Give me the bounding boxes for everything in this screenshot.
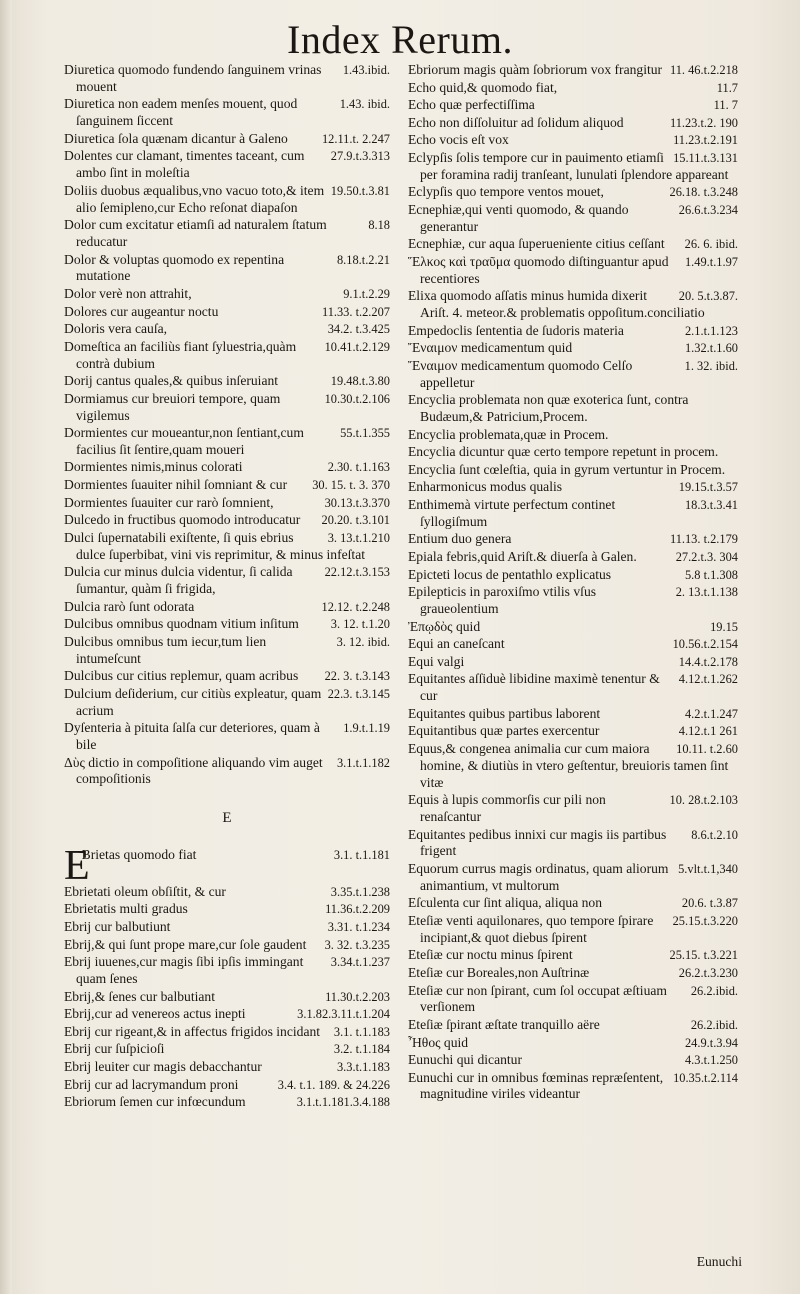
entry-reference: 2.30. t.1.163 bbox=[327, 460, 390, 475]
index-entry bbox=[408, 584, 738, 618]
entry-reference: 3. 12. t.1.20 bbox=[330, 617, 390, 632]
entry-reference: 30.13.t.3.370 bbox=[324, 495, 390, 510]
entry-text: Domeſtica an faciliùs fiant ſyluestria,quàm contrà dubium bbox=[64, 338, 297, 371]
index-entry bbox=[64, 937, 390, 954]
entry-reference: 3.4. t.1. 189. & 24.226 bbox=[277, 1077, 390, 1092]
index-entry bbox=[64, 495, 390, 512]
entry-text: Ecnephiæ,qui venti quomodo, & quando generantur bbox=[408, 201, 629, 234]
entry-reference: 1.9.t.1.19 bbox=[343, 721, 390, 736]
entry-reference: 55.t.1.355 bbox=[340, 426, 390, 441]
index-entry bbox=[64, 321, 390, 338]
entry-reference: 2. 13.t.1.138 bbox=[675, 585, 738, 600]
entry-reference: 26.6.t.3.234 bbox=[678, 202, 738, 217]
index-entry bbox=[64, 183, 390, 217]
entry-reference: 11.7 bbox=[716, 80, 738, 95]
entry-text: Echo vocis eſt vox bbox=[408, 132, 509, 148]
index-entry bbox=[64, 339, 390, 373]
index-entry bbox=[408, 115, 738, 132]
index-entry bbox=[64, 564, 390, 598]
entry-text: Encyclia dicuntur quæ certo tempore repetunt in procem. bbox=[408, 444, 719, 460]
entry-reference: 3.31. t.1.234 bbox=[327, 919, 390, 934]
entry-reference: 26.2.ibid. bbox=[690, 983, 738, 998]
index-entry bbox=[408, 965, 738, 982]
entry-reference: 3. 32. t.3.235 bbox=[324, 937, 390, 952]
index-entry bbox=[408, 567, 738, 584]
index-entry bbox=[408, 150, 738, 184]
index-entry bbox=[408, 654, 738, 671]
entry-reference: 34.2. t.3.425 bbox=[327, 322, 390, 337]
index-entry bbox=[64, 919, 390, 936]
index-entry bbox=[408, 531, 738, 548]
index-entry bbox=[64, 96, 390, 130]
index-entry bbox=[408, 671, 738, 705]
index-entry bbox=[408, 462, 738, 479]
entry-reference: 5.8 t.1.308 bbox=[684, 567, 738, 582]
index-entry bbox=[64, 131, 390, 148]
index-entry bbox=[64, 668, 390, 685]
index-entry bbox=[64, 459, 390, 476]
index-entry bbox=[64, 1006, 390, 1023]
entry-reference: 20.6. t.3.87 bbox=[681, 896, 738, 911]
index-entry bbox=[408, 619, 738, 636]
entry-reference: 25.15.t.3.220 bbox=[672, 913, 738, 928]
index-entry bbox=[408, 132, 738, 149]
entry-text: Dormientes nimis,minus colorati bbox=[64, 459, 243, 475]
entry-text: Encyclia ſunt cœleſtia, quia in gyrum vertuntur in Procem. bbox=[408, 461, 726, 477]
page-gutter-shadow bbox=[0, 0, 12, 1294]
entry-reference: 8.6.t.2.10 bbox=[691, 827, 738, 842]
entry-text: Ebrij cur ſuſpicioſi bbox=[64, 1041, 165, 1057]
entry-reference: 1. 32. ibid. bbox=[684, 358, 738, 373]
entry-text: Equorum currus magis ordinatus, quam aliorum animantium, vt multorum bbox=[408, 860, 669, 893]
entry-text: Dolor & voluptas quomodo ex repentina mutatione bbox=[64, 251, 285, 284]
entry-text: Enthimemà virtute perfectum continet ſyllogiſmum bbox=[408, 497, 616, 529]
entry-text: Epicteti locus de pentathlo explicatus bbox=[408, 566, 612, 582]
entry-reference: 4.3.t.1.250 bbox=[684, 1053, 738, 1068]
entry-text: Diuretica quomodo fundendo ſanguinem vrinas mouent bbox=[64, 62, 322, 94]
entry-text: Equitantes quibus partibus laborent bbox=[408, 705, 601, 721]
index-entry bbox=[408, 1052, 738, 1069]
entry-text: Eteſiæ venti aquilonares, quo tempore ſpirare incipiant,& quot diebus ſpirent bbox=[408, 912, 654, 945]
entry-text: Dolores cur augeantur noctu bbox=[64, 303, 219, 319]
index-entry bbox=[408, 497, 738, 531]
entry-text: Eteſiæ cur non ſpirant, cum ſol occupat æſtiuam verſionem bbox=[408, 982, 667, 1015]
index-entry bbox=[64, 599, 390, 616]
entry-text: Dormientes cur moueantur,non ſentiant,cum facilius ſit ſentire,quam moueri bbox=[64, 425, 304, 457]
entry-text: Echo non diſſoluitur ad ſolidum aliquod bbox=[408, 114, 624, 130]
index-entry bbox=[408, 358, 738, 392]
index-entry bbox=[408, 323, 738, 340]
entry-text: Dulcibus omnibus tum iecur,tum lien intumeſcunt bbox=[64, 633, 267, 666]
entry-text: Encyclia problemata non quæ exoterica ſunt, contra Budæum,& Patricium,Procem. bbox=[408, 392, 689, 425]
index-entry bbox=[408, 1035, 738, 1052]
entry-reference: 14.4.t.2.178 bbox=[678, 654, 738, 669]
entry-text: Ebriorum ſemen cur infœcundum bbox=[64, 1094, 246, 1110]
entry-text: Δὺς dictio in compoſitione aliquando vim auget compoſitionis bbox=[64, 754, 323, 787]
entry-text: Entium duo genera bbox=[408, 531, 512, 547]
index-entry bbox=[64, 1094, 390, 1111]
index-entry bbox=[64, 530, 390, 564]
entry-text: Ἔναιμον medicamentum quomodo Celſo appelletur bbox=[408, 357, 633, 390]
entry-text: Enharmonicus modus qualis bbox=[408, 479, 563, 495]
entry-text: Ebrij,& ſenes cur balbutiant bbox=[64, 988, 215, 1004]
entry-reference: 2.1.t.1.123 bbox=[684, 323, 738, 338]
entry-text: Dolentes cur clamant, timentes taceant, cum ambo ſint in moleſtia bbox=[64, 148, 305, 181]
index-entry bbox=[64, 391, 390, 425]
entry-text: Ebrietati oleum obſiſtit, & cur bbox=[64, 883, 226, 899]
entry-reference: 4.12.t.1 261 bbox=[678, 724, 738, 739]
entry-reference: 11.30.t.2.203 bbox=[325, 989, 390, 1004]
index-entry bbox=[64, 1041, 390, 1058]
catchword: Eunuchi bbox=[696, 1254, 742, 1269]
index-entry bbox=[64, 989, 390, 1006]
index-entry bbox=[408, 723, 738, 740]
entry-reference: 26.2.ibid. bbox=[690, 1017, 738, 1032]
entry-text: Ebrij iuuenes,cur magis ſibi ipſis immingant quam ſenes bbox=[64, 954, 304, 986]
entry-reference: 19.50.t.3.81 bbox=[330, 183, 390, 198]
drop-cap: E bbox=[64, 842, 90, 889]
entry-reference: 3.1.82.3.11.t.1.204 bbox=[297, 1007, 390, 1022]
index-entry bbox=[408, 1017, 738, 1034]
entry-reference: 4.2.t.1.247 bbox=[684, 706, 738, 721]
entry-reference: 3. 13.t.1.210 bbox=[327, 530, 390, 545]
entry-text: Ἔναιμον medicamentum quid bbox=[408, 340, 573, 356]
entry-text: Echo quæ perfectiſſima bbox=[408, 97, 535, 113]
entry-text: Ecnephiæ, cur aqua ſuperueniente citius ceſſant bbox=[408, 236, 665, 252]
entry-reference: 18.3.t.3.41 bbox=[684, 498, 738, 513]
entry-text: Dormientes ſuauiter cur rarò ſomnient, bbox=[64, 494, 274, 510]
entry-reference: 15.11.t.3.131 bbox=[673, 150, 738, 165]
index-entry bbox=[408, 983, 738, 1017]
left-column bbox=[64, 62, 390, 1112]
entry-reference: 11.13. t.2.179 bbox=[669, 532, 738, 547]
index-entry bbox=[408, 636, 738, 653]
entry-text: Ebrij leuiter cur magis debacchantur bbox=[64, 1058, 262, 1074]
entry-reference: 3.34.t.1.237 bbox=[330, 955, 390, 970]
entry-reference: 12.12. t.2.248 bbox=[321, 599, 390, 614]
entry-text: Dulcibus omnibus quodnam vitium inſitum bbox=[64, 616, 299, 632]
index-entry bbox=[64, 512, 390, 529]
entry-text: Equitantibus quæ partes exercentur bbox=[408, 723, 600, 739]
entry-reference: 1.49.t.1.97 bbox=[684, 254, 738, 269]
right-column bbox=[408, 62, 738, 1104]
index-entry bbox=[64, 252, 390, 286]
entry-text: Eunuchi cur in omnibus fœminas repræſentent, magnitudine viriles videantur bbox=[408, 1069, 664, 1102]
entry-reference: 3.1. t.1.181 bbox=[333, 847, 390, 862]
index-entry bbox=[64, 477, 390, 494]
entry-text: Equus,& congenea animalia cur cum maiora homine, & diutiùs in vtero geſtentur, breuioris tamen ſint vitæ bbox=[408, 740, 729, 790]
entry-text: Ebrij cur ad lacrymandum proni bbox=[64, 1076, 239, 1092]
index-entry bbox=[64, 720, 390, 754]
entry-reference: 10.41.t.2.129 bbox=[324, 339, 390, 354]
index-entry bbox=[408, 947, 738, 964]
index-entry bbox=[408, 254, 738, 288]
entry-reference: 10. 28.t.2.103 bbox=[669, 793, 738, 808]
entry-text: Diuretica non eadem menſes mouent, quod ſanguinem ſiccent bbox=[64, 96, 298, 129]
entry-text: Equitantes aſſiduè libidine maximè tenentur & cur bbox=[408, 671, 660, 704]
index-entry bbox=[408, 340, 738, 357]
entry-text: Eclypſis quo tempore ventos mouet, bbox=[408, 184, 604, 200]
entry-text: Dormientes ſuauiter nihil ſomniant & cur bbox=[64, 477, 288, 493]
entry-text: Eteſiæ cur Boreales,non Auſtrinæ bbox=[408, 964, 590, 980]
index-entry bbox=[408, 895, 738, 912]
entry-reference: 9.1.t.2.29 bbox=[343, 286, 390, 301]
entry-text: Ἕλκος καὶ τραῦμα quomodo diſtinguantur apud recentiores bbox=[408, 253, 669, 286]
index-entry bbox=[408, 792, 738, 826]
entry-reference: 11.23.t.2. 190 bbox=[669, 115, 738, 130]
index-entry bbox=[64, 217, 390, 251]
index-entry bbox=[408, 913, 738, 947]
entry-text: Eunuchi qui dicantur bbox=[408, 1052, 523, 1068]
entry-text: Epiala febris,quid Ariſt.& diuerſa à Galen. bbox=[408, 549, 637, 565]
entry-reference: 27.9.t.3.313 bbox=[330, 149, 390, 164]
entry-reference: 19.15.t.3.57 bbox=[678, 480, 738, 495]
index-entry bbox=[64, 62, 390, 96]
index-entry bbox=[64, 148, 390, 182]
entry-reference: 3.2. t.1.184 bbox=[333, 1042, 390, 1057]
index-entry bbox=[408, 1070, 738, 1104]
entry-text: Elixa quomodo aſſatis minus humida dixerit Ariſt. 4. meteor.& problematis oppoſitum.conciliatio bbox=[408, 288, 705, 321]
entry-reference: 22. 3. t.3.143 bbox=[324, 669, 390, 684]
entry-text: Diuretica ſola quænam dicantur à Galeno bbox=[64, 130, 288, 146]
entry-text: Dorij cantus quales,& quibus inſeruiant bbox=[64, 373, 279, 389]
index-entry bbox=[64, 901, 390, 918]
entry-reference: 11. 7 bbox=[713, 98, 738, 113]
entry-reference: 26.2.t.3.230 bbox=[678, 965, 738, 980]
entry-reference: 11.33. t.2.207 bbox=[321, 304, 390, 319]
entry-text: Ebrij cur balbutiunt bbox=[64, 918, 171, 934]
entry-reference: 22.3. t.3.145 bbox=[327, 686, 390, 701]
entry-text: Dulci ſupernatabili exiſtente, ſi quis ebrius dulce ſuperbibat, vini vis reprimitur, & minus infeſtat bbox=[64, 529, 366, 562]
section-letter-e: E bbox=[222, 810, 232, 827]
entry-reference: 3.35.t.1.238 bbox=[330, 884, 390, 899]
index-entry bbox=[408, 288, 738, 322]
entry-reference: 1.43.ibid. bbox=[342, 63, 390, 77]
index-entry bbox=[64, 842, 390, 889]
entry-reference: 26. 6. ibid. bbox=[684, 237, 738, 252]
entry-text: Eteſiæ ſpirant æſtate tranquillo aëre bbox=[408, 1016, 600, 1032]
entry-text: Eclypſis ſolis tempore cur in pauimento etiamſi per foramina radij tranſeant, lunulati ſplendore appareant bbox=[408, 149, 729, 182]
entry-text: Dulcium deſiderium, cur citiùs expleatur, quam acrium bbox=[64, 685, 322, 718]
index-entry bbox=[408, 427, 738, 444]
index-entry bbox=[64, 304, 390, 321]
index-entry bbox=[64, 1077, 390, 1094]
entry-reference: 8.18.t.2.21 bbox=[336, 252, 390, 267]
index-entry bbox=[64, 634, 390, 668]
entry-text: Dulcia rarò ſunt odorata bbox=[64, 598, 195, 614]
page-title: Index Rerum. bbox=[287, 17, 513, 62]
entry-reference: 5.vlt.t.1,340 bbox=[678, 861, 738, 876]
entry-reference: 3. 12. ibid. bbox=[336, 634, 390, 649]
entry-reference: 20.20. t.3.101 bbox=[321, 513, 390, 528]
index-entry bbox=[64, 884, 390, 901]
entry-text: Doliis duobus æqualibus,vno vacuo toto,& item alio ſemipleno,cur Echo reſonat diapaſon bbox=[64, 182, 325, 215]
entry-reference: 10.35.t.2.114 bbox=[673, 1070, 738, 1085]
entry-text: Dolor verè non attrahit, bbox=[64, 285, 192, 301]
entry-reference: 27.2.t.3. 304 bbox=[675, 550, 738, 565]
entry-text: Brietas quomodo fiat bbox=[81, 846, 197, 862]
entry-reference: 3.1.t.1.181.3.4.188 bbox=[296, 1095, 390, 1110]
entry-text: Ebrietatis multi gradus bbox=[64, 901, 188, 917]
entry-text: Empedoclis ſententia de ſudoris materia bbox=[408, 322, 624, 338]
entry-text: Ebrij,cur ad venereos actus inepti bbox=[64, 1006, 246, 1022]
entry-text: Dolor cum excitatur etiamſi ad naturalem ſtatum reducatur bbox=[64, 217, 327, 249]
index-entry bbox=[408, 392, 738, 426]
index-entry bbox=[408, 861, 738, 895]
entry-reference: 10.30.t.2.106 bbox=[324, 391, 390, 406]
index-entry bbox=[64, 425, 390, 459]
entry-text: Equi valgi bbox=[408, 653, 465, 669]
entry-text: Dulcedo in fructibus quomodo introducatur bbox=[64, 512, 301, 528]
index-entry bbox=[408, 549, 738, 566]
index-entry bbox=[408, 202, 738, 236]
entry-reference: 1.32.t.1.60 bbox=[684, 341, 738, 356]
entry-reference: 26.18. t.3.248 bbox=[669, 185, 738, 200]
index-entry bbox=[64, 686, 390, 720]
index-entry bbox=[64, 954, 390, 988]
entry-reference: 1.43. ibid. bbox=[339, 97, 390, 112]
index-entry bbox=[408, 706, 738, 723]
entry-reference: 11. 46.t.2.218 bbox=[669, 63, 738, 77]
entry-text: Dyſenteria à pituita ſalſa cur deteriores, quam à bile bbox=[64, 720, 320, 752]
entry-text: Doloris vera cauſa, bbox=[64, 321, 168, 337]
index-entry bbox=[408, 827, 738, 861]
right-entry-list bbox=[408, 62, 738, 1103]
entry-text: Eteſiæ cur noctu minus ſpirent bbox=[408, 947, 573, 963]
index-entry bbox=[408, 62, 738, 79]
left-e-entry-list bbox=[64, 842, 390, 1111]
entry-text: Eſculenta cur ſint aliqua, aliqua non bbox=[408, 895, 603, 911]
index-entry bbox=[64, 755, 390, 789]
entry-text: Equitantes pedibus innixi cur magis iis partibus frigent bbox=[408, 826, 667, 859]
entry-reference: 19.48.t.3.80 bbox=[330, 374, 390, 389]
index-entry bbox=[408, 444, 738, 461]
entry-text: Dulcia cur minus dulcia videntur, ſi calida ſumantur, quàm ſi frigida, bbox=[64, 564, 293, 597]
entry-text: Ἐπῳδὸς quid bbox=[408, 618, 481, 634]
index-entry bbox=[408, 236, 738, 253]
index-entry bbox=[408, 97, 738, 114]
entry-text: Ebrij,& qui ſunt prope mare,cur ſole gaudent bbox=[64, 936, 307, 952]
entry-reference: 3.3.t.1.183 bbox=[336, 1059, 390, 1074]
entry-reference: 22.12.t.3.153 bbox=[324, 565, 390, 580]
entry-reference: 8.18 bbox=[368, 218, 390, 233]
entry-reference: 3.1. t.1.183 bbox=[333, 1024, 390, 1039]
entry-reference: 20. 5.t.3.87. bbox=[678, 289, 738, 304]
entry-text: Echo quid,& quomodo fiat, bbox=[408, 79, 558, 95]
index-entry bbox=[64, 373, 390, 390]
entry-text: Encyclia problemata,quæ in Procem. bbox=[408, 426, 609, 442]
entry-reference: 12.11.t. 2.247 bbox=[321, 131, 390, 146]
entry-text: Equi an caneſcant bbox=[408, 636, 505, 652]
entry-text: Ebrij cur rigeant,& in affectus frigidos incidant bbox=[64, 1023, 321, 1039]
entry-reference: 11.23.t.2.191 bbox=[673, 133, 738, 148]
index-entry bbox=[408, 741, 738, 791]
entry-text: Dormiamus cur breuiori tempore, quam vigilemus bbox=[64, 390, 281, 423]
index-entry bbox=[64, 616, 390, 633]
entry-text: Epilepticis in paroxiſmo vtilis vſus graueolentium bbox=[408, 584, 597, 617]
entry-reference: 19.15 bbox=[710, 619, 738, 634]
entry-text: Ἦθος quid bbox=[408, 1034, 469, 1050]
index-entry bbox=[64, 1024, 390, 1041]
index-entry bbox=[64, 1059, 390, 1076]
left-entry-list bbox=[64, 62, 390, 788]
entry-reference: 10.11. t.2.60 bbox=[676, 741, 738, 756]
entry-reference: 11.36.t.2.209 bbox=[325, 902, 390, 917]
entry-text: Ebriorum magis quàm ſobriorum vox frangitur bbox=[408, 62, 663, 77]
index-entry bbox=[408, 479, 738, 496]
entry-text: Equis à lupis commorſis cur pili non renaſcantur bbox=[408, 792, 606, 824]
index-entry bbox=[408, 184, 738, 201]
entry-reference: 30. 15. t. 3. 370 bbox=[312, 478, 390, 493]
entry-reference: 10.56.t.2.154 bbox=[672, 637, 738, 652]
entry-reference: 3.1.t.1.182 bbox=[336, 755, 390, 770]
entry-text: Dulcibus cur citius replemur, quam acribus bbox=[64, 668, 299, 684]
entry-reference: 25.15. t.3.221 bbox=[669, 948, 738, 963]
index-entry bbox=[64, 286, 390, 303]
index-entry bbox=[408, 80, 738, 97]
entry-reference: 4.12.t.1.262 bbox=[678, 672, 738, 687]
entry-reference: 24.9.t.3.94 bbox=[684, 1035, 738, 1050]
